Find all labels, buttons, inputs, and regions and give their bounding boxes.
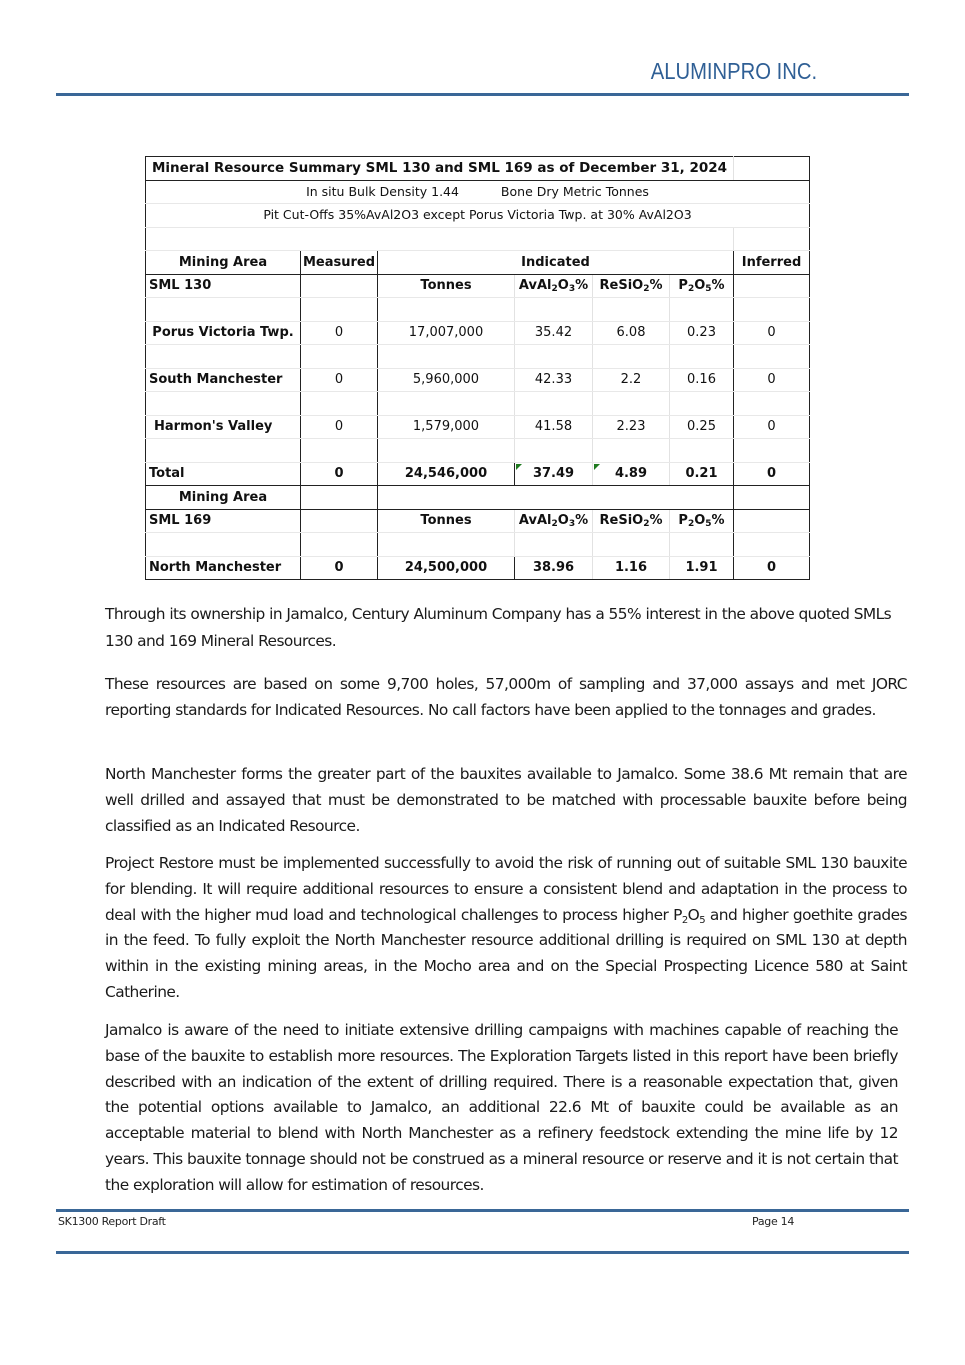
total-resio: 4.89 [593,462,670,486]
table-row [146,321,810,345]
resio-value: 2.2 [593,368,670,392]
inferred-value: 0 [734,415,810,439]
footer-document-name: SK1300 Report Draft [58,1215,166,1228]
spacer-row [146,533,810,557]
sml169-mining-area-row [146,486,810,510]
p2o5-value: 0.25 [670,415,734,439]
paragraph-project-restore: Project Restore must be implemented successfully to avoid the risk of running out of suitable SML 130 bauxite for blending. It will require additional resources to ensure a consistent blend and adaptation in the process to deal with the higher mud load and technological challenges to process higher $P_2O_5$ and higher goethite grades in the feed. To fully exploit the North Manchester resource additional drilling is required on SML 130 at depth within in the existing mining areas, in the Mocho area and on the Special Prospecting Licence 580 at Saint Catherine. [105,854,907,1001]
table-row [146,368,810,392]
spacer-row [146,345,810,369]
header-p2o5: $P_2O_5\%$ [670,509,734,533]
inferred-value: 0 [734,321,810,345]
header-aval2o3: $AvAl_2O_3\%$ [515,274,593,298]
total-tonnes: 24,546,000 [378,462,515,486]
sml169-subheader-row [146,509,810,533]
sml169-label: SML 169 [146,509,301,533]
table-subtitle-density [146,180,810,204]
total-aval: 37.49 [515,462,593,486]
measured-value: 0 [301,415,378,439]
table-row [146,556,810,580]
table-title-row [146,157,810,181]
sml130-label: SML 130 [146,274,301,298]
resio-value: 1.16 [593,556,670,580]
inferred-value: 0 [734,368,810,392]
header-measured: Measured [301,251,378,275]
paragraph-resource-basis: These resources are based on some 9,700 holes, 57,000m of sampling and 37,000 assays and met JORC reporting standards for Indicated Resources. No call factors have been applied to the tonnages and grades. [105,675,907,719]
paragraph-ownership: Through its ownership in Jamalco, Century Aluminum Company has a 55% interest in the above quoted SMLs 130 and 169 Mineral Resources. [105,605,892,650]
header-indicated: Indicated [378,251,734,275]
empty-cell [301,509,378,533]
resio-value: 6.08 [593,321,670,345]
spacer-row [146,298,810,322]
tonnes-value: 1,579,000 [378,415,515,439]
resio-value: 2.23 [593,415,670,439]
empty-cell [734,274,810,298]
footer-rule-top [56,1209,909,1212]
tonnes-value: 24,500,000 [378,556,515,580]
aval-value: 42.33 [515,368,593,392]
company-header: ALUMINPRO INC. [650,58,817,84]
empty-cell [734,509,810,533]
p2o5-value: 0.23 [670,321,734,345]
aval-value: 41.58 [515,415,593,439]
area-name: South Manchester [146,368,301,392]
header-tonnes: Tonnes [378,274,515,298]
header-p2o5: $P_2O_5\%$ [670,274,734,298]
table-cutoff-row [146,204,810,228]
footer-rule-bottom [56,1251,909,1254]
tonnes-value: 17,007,000 [378,321,515,345]
table-header-row [146,251,810,275]
aval-value: 35.42 [515,321,593,345]
table-row [146,415,810,439]
total-label: Total [146,462,301,486]
header-rule [56,93,909,96]
table-title: Mineral Resource Summary SML 130 and SML 169 as of December 31, 2024 [146,157,734,181]
measured-value: 0 [301,321,378,345]
table-subtitle-row [146,180,810,204]
header-tonnes: Tonnes [378,509,515,533]
units-text: Bone Dry Metric Tonnes [500,183,649,199]
p2o5-value: 1.91 [670,556,734,580]
area-name: Harmon's Valley [146,415,301,439]
spacer-row [146,392,810,416]
mineral-resource-table [145,156,810,580]
p2o5-value: 0.16 [670,368,734,392]
header-inferred: Inferred [734,251,810,275]
table-cutoffs: Pit Cut-Offs 35%AvAl2O3 except Porus Victoria Twp. at 30% AvAl2O3 [146,204,810,228]
total-row [146,462,810,486]
total-measured: 0 [301,462,378,486]
empty-cell [378,486,734,510]
table-blank-row [146,227,810,251]
paragraph-exploration: Jamalco is aware of the need to initiate extensive drilling campaigns with machines capable of reaching the base of the bauxite to establish more resources. The Exploration Targets listed in this report have been briefly described with an indication of the extent of drilling required. There is a reasonable expectation that, given the potential options available to Jamalco, an additional 22.6 Mt of bauxite could be available as an acceptable material to blend with North Manchester as a refinery feedstock extending the mine life by 12 years. This bauxite tonnage should not be construed as a mineral resource or reserve and it is not certain that the exploration will allow for estimation of resources. [105,1021,898,1194]
area-name: Porus Victoria Twp. [146,321,301,345]
spacer-row [146,439,810,463]
empty-cell [734,157,810,181]
empty-cell [734,227,810,251]
empty-cell [146,227,734,251]
empty-cell [301,274,378,298]
measured-value: 0 [301,556,378,580]
empty-cell [301,486,378,510]
total-inferred: 0 [734,462,810,486]
area-name: North Manchester [146,556,301,580]
empty-cell [734,486,810,510]
header-aval2o3: $AvAl_2O_3\%$ [515,509,593,533]
header-mining-area: Mining Area [146,251,301,275]
bulk-density-text: In situ Bulk Density 1.44 [306,183,459,199]
header-resio2: ReSiO$_2$% [593,509,670,533]
sml130-subheader-row [146,274,810,298]
total-p2o5: 0.21 [670,462,734,486]
sml169-mining-area-label: Mining Area [146,486,301,510]
paragraph-north-manchester: North Manchester forms the greater part of the bauxites available to Jamalco. Some 38.6 Mt remain that are well drilled and assayed that must be demonstrated to be matched with processable bauxite before being classified as an Indicated Resource. [105,765,907,835]
header-resio2: ReSiO$_2$% [593,274,670,298]
inferred-value: 0 [734,556,810,580]
footer-page-number: Page 14 [752,1215,795,1228]
tonnes-value: 5,960,000 [378,368,515,392]
measured-value: 0 [301,368,378,392]
aval-value: 38.96 [515,556,593,580]
